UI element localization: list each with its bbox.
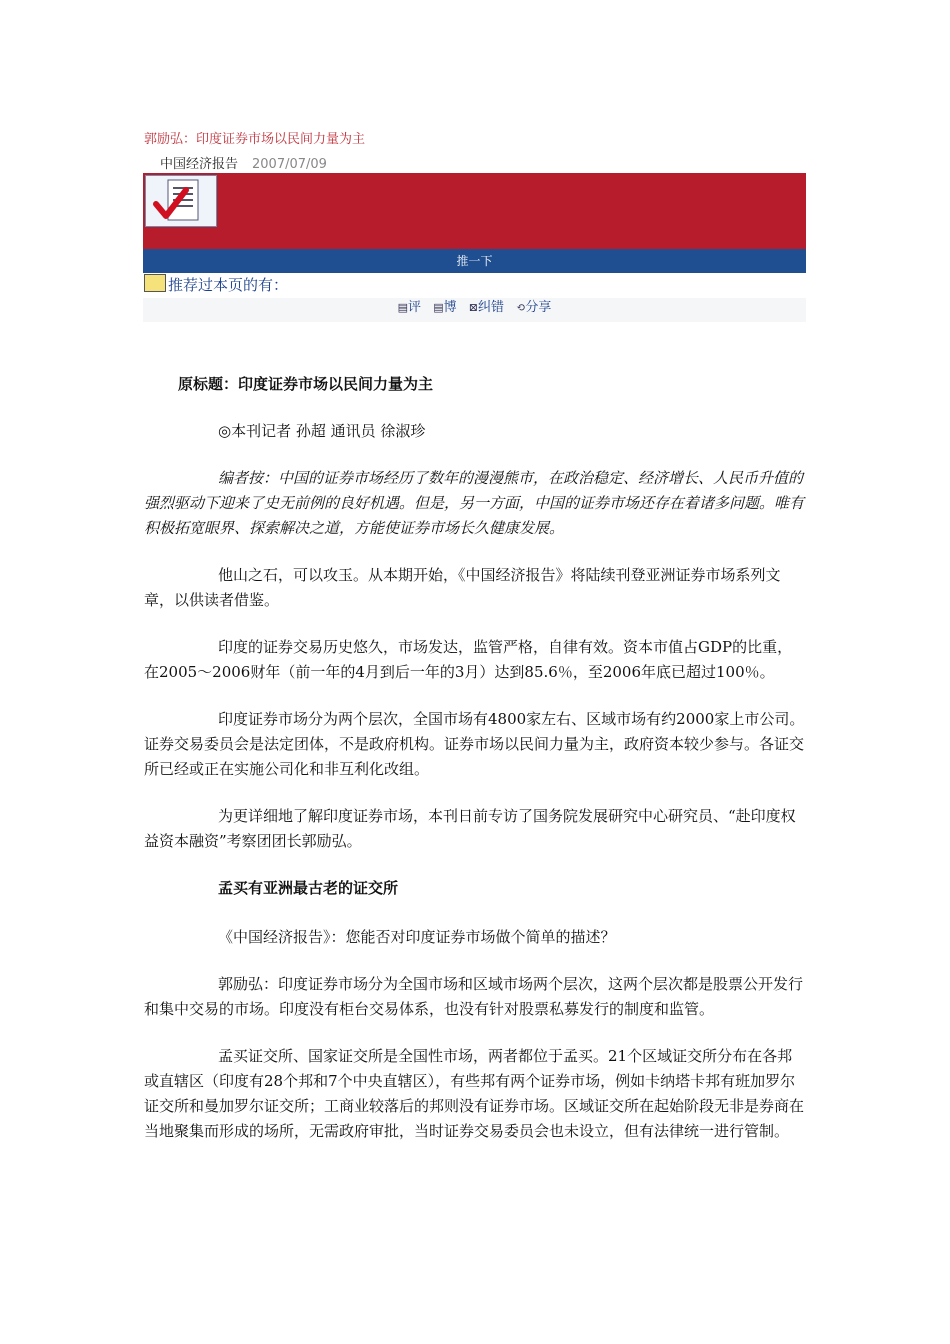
banner <box>143 173 806 249</box>
publish-date: 2007/07/09 <box>252 157 327 172</box>
source-line <box>160 153 327 172</box>
recommend-section <box>144 274 288 295</box>
lightbulb-icon <box>144 274 166 292</box>
correct-label: 纠错 <box>477 300 504 315</box>
paragraph: 印度的证券交易历史悠久，市场发达，监管严格，自律有效。资本市值占GDP的比重，在2005～2006财年（前一年的4月到后一年的3月）达到85.6％，至2006年底已超过100％。 <box>144 638 793 681</box>
checklist-icon <box>145 175 217 227</box>
recommend-label: 推荐过本页的有： <box>168 276 289 294</box>
blog-link[interactable] <box>433 300 456 315</box>
share-icon: ⟲ <box>516 301 526 314</box>
comment-link[interactable] <box>398 300 421 315</box>
paragraph: 郭励弘：印度证券市场分为全国市场和区域市场两个层次，这两个层次都是股票公开发行和集中交易的市场。印度没有柜台交易体系，也没有针对股票私募发行的制度和监管。 <box>144 975 804 1018</box>
action-toolbar <box>143 298 806 322</box>
comment-label: 评 <box>408 300 422 315</box>
paragraph: 为更详细地了解印度证券市场，本刊日前专访了国务院发展研究中心研究员、“赴印度权益资本融资”考察团团长郭励弘。 <box>144 807 796 850</box>
blog-icon: ▤ <box>433 301 444 314</box>
article-body <box>144 372 806 1166</box>
correct-link[interactable] <box>469 300 504 315</box>
share-label: 分享 <box>525 300 552 315</box>
byline: ◎本刊记者 孙超 通讯员 徐淑珍 <box>218 422 426 440</box>
push-button[interactable]: 推一下 <box>143 249 806 273</box>
comment-icon: ▤ <box>397 301 409 314</box>
source-name: 中国经济报告 <box>160 157 239 172</box>
paragraph: 孟买证交所、国家证交所是全国性市场，两者都位于孟买。21个区域证交所分布在各邦或直辖区（印度有28个邦和7个中央直辖区），有些邦有两个证券市场，例如卡纳塔卡邦有班加罗尔证交所和曼加罗尔证交所；工商业较落后的邦则没有证券市场。区域证交所在起始阶段无非是券商在当地聚集而形成的场所，无需政府审批，当时证券交易委员会也未设立，但有法律统一进行管制。 <box>144 1047 805 1140</box>
correct-icon: ⊠ <box>468 301 478 314</box>
share-link[interactable] <box>516 300 551 315</box>
original-title: 原标题：印度证券市场以民间力量为主 <box>178 375 434 393</box>
blog-label: 博 <box>443 300 457 315</box>
article-title-link[interactable]: 郭励弘：印度证券市场以民间力量为主 <box>144 132 366 147</box>
section-heading: 孟买有亚洲最古老的证交所 <box>218 879 399 897</box>
paragraph: 印度证券市场分为两个层次，全国市场有4800家左右、区域市场有约2000家上市公司。证券交易委员会是法定团体，不是政府机构。证券市场以民间力量为主，政府资本较少参与。各证交所已经或正在实施公司化和非互利化改组。 <box>144 710 805 778</box>
paragraph: 他山之石，可以攻玉。从本期开始，《中国经济报告》将陆续刊登亚洲证券市场系列文章，以供读者借鉴。 <box>144 566 781 609</box>
editor-note: 编者按：中国的证券市场经历了数年的漫漫熊市，在政治稳定、经济增长、人民币升值的强烈驱动下迎来了史无前例的良好机遇。但是，另一方面，中国的证券市场还存在着诸多问题。唯有积极拓宽眼界、探索解决之道，方能使证券市场长久健康发展。 <box>144 469 805 537</box>
interview-question: 《中国经济报告》：您能否对印度证券市场做个简单的描述？ <box>218 928 616 946</box>
